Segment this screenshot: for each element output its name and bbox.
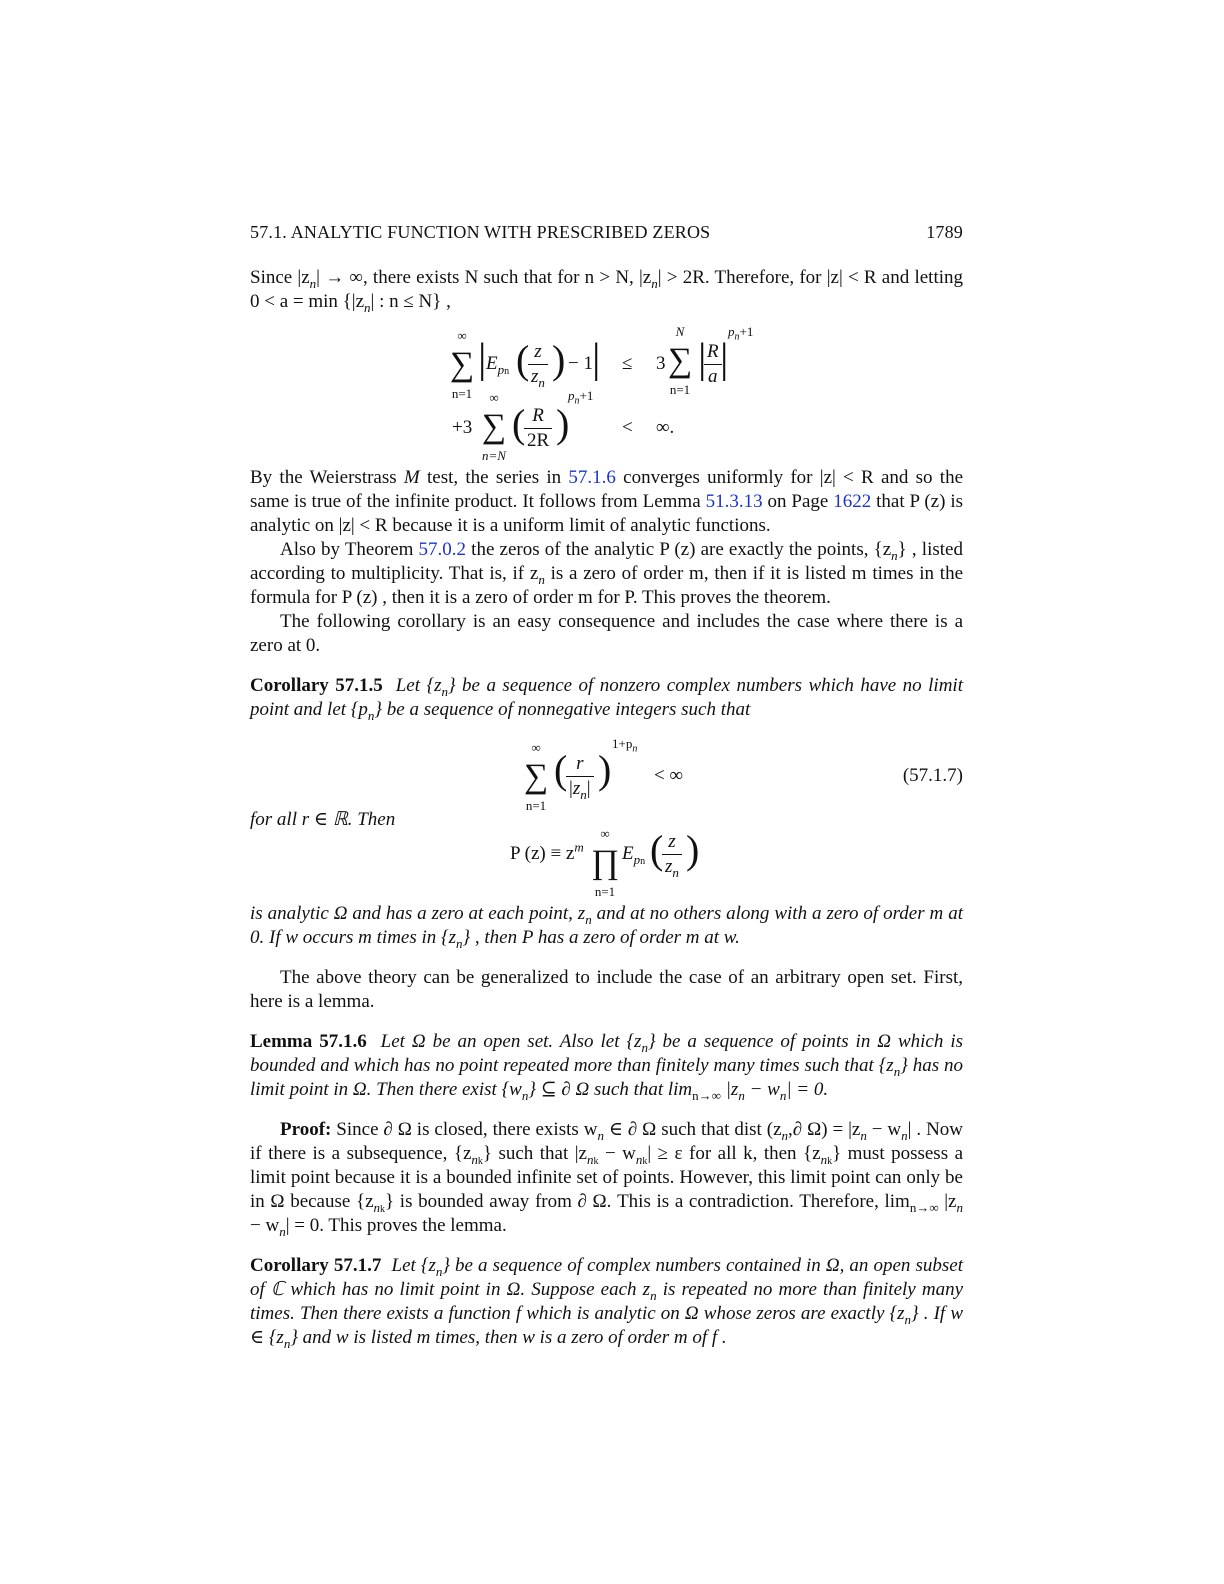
display-equation-57-1-7: ∞ ∑ n=1 ( $\frac{r}{|z_n|}$ ) $1+p_n$ < ∞ (57.1.7): [524, 736, 963, 813]
paragraph-generalization: The above theory can be generalized to include the case of an arbitrary open set. First, here is a lemma.: [250, 967, 963, 1012]
lemma-reference-link[interactable]: 51.3.13: [705, 491, 763, 512]
paragraph-corollary-intro: The following corollary is an easy consequence and includes the case where there is a zero at 0.: [250, 611, 963, 656]
display-equation-product: P $(z) \equiv z^m$ ∞ ∏ n=1 $E_{pn}$ ( $\frac{z}{z_n}$ ): [510, 826, 700, 899]
corollary-57-1-5: Corollary 57.1.5 Let $\{z_n\}$ be a sequence of nonzero complex numbers which have no limit point and let $\{p_n\}$ be a sequence of nonnegative integers such that: [250, 675, 963, 723]
page-number: 1789: [926, 222, 963, 242]
corollary-57-1-7: Corollary 57.1.7 Let $\{z_n\}$ be a sequence of complex numbers contained in Ω, an open subset of ℂ which has no limit point in Ω. Suppose each $z_n$ is repeated no more than finitely many times. Then there exists a function f which is analytic on Ω whose zeros are exactly $\{z_n\}$ . If w ∈ $\{z_n\}$ and w is listed m times, then w is a zero of order m of f .: [250, 1255, 964, 1351]
running-header: [250, 220, 963, 244]
corollary-conclusion: is analytic Ω and has a zero at each point, $z_n$ and at no others along with a zero of order m at 0. If w occurs m times in $\{z_n\}$ , then P has a zero of order m at w.: [250, 903, 963, 951]
display-equation-sum-bound: ∞ ∑ n=1 | $E_{pn}$ ( $\frac{z}{z_n}$ ) − 1 | ≤ 3 N ∑ n=1 | $\frac{R}{a}$ | $p_n+1$ +3 ∞ ∑ n=N ( $\frac{R}{2R}$ ) $p_n+1$ < ∞.: [450, 324, 754, 463]
section-title: 57.1. ANALYTIC FUNCTION WITH PRESCRIBED ZEROS: [250, 222, 711, 242]
paragraph-zeros: Also by Theorem 57.0.2 the zeros of the analytic P (z) are exactly the points, $\{z_n\}$ , listed according to multiplicity. That is, if $z_n$ is a zero of order m, then if it is listed m times in the formula for P (z) , then it is a zero of order m for P. This proves the theorem.: [250, 539, 963, 608]
corollary-label: Corollary 57.1.7: [250, 1255, 382, 1276]
theorem-reference-link[interactable]: 57.0.2: [418, 539, 467, 560]
lemma-label: Lemma 57.1.6: [250, 1031, 367, 1052]
corollary-label: Corollary 57.1.5: [250, 675, 383, 696]
page: [250, 220, 963, 1350]
corollary-for-all-r: for all r ∈ ℝ. Then: [250, 809, 396, 830]
equation-reference-link[interactable]: 57.1.6: [568, 467, 616, 488]
page-reference-link[interactable]: 1622: [833, 491, 872, 512]
paragraph-weierstrass: By the Weierstrass M test, the series in 57.1.6 converges uniformly for |z| < R and so the same is true of the infinite product. It follows from Lemma 51.3.13 on Page 1622 that P (z) is analytic on |z| < R because it is a uniform limit of analytic functions.: [250, 467, 964, 536]
proof-label: Proof:: [280, 1119, 332, 1140]
equation-number: (57.1.7): [902, 765, 963, 786]
lemma-57-1-6: Lemma 57.1.6 Let Ω be an open set. Also let $\{z_n\}$ be a sequence of points in Ω which is bounded and which has no point repeated more than finitely many times such that $\{z_n\}$ has no limit point in Ω. Then there exist $\{w_n\}$ ⊆ ∂ Ω such that $\lim_{n\to\infty} |z_n - w_n| = 0$.: [250, 1031, 963, 1103]
proof-lemma: Proof: Since ∂ Ω is closed, there exists $w_n$ ∈ ∂ Ω such that dist ($z_n,\partial$ $\Omega) = |z_n - w_n|$ . Now if there is a subsequence, $\{z_{nk}\}$ such that $|z_{nk} - w_{nk}| \ge \varepsilon$ for all k, then $\{z_{nk}\}$ must possess a limit point because it is a bounded infinite set of points. However, this limit point can only be in Ω because $\{z_{nk}\}$ is bounded away from ∂ Ω. This is a contradiction. Therefore, $\lim_{n\to\infty} |z_n - w_n| = 0$. This proves the lemma.: [250, 1119, 964, 1239]
paragraph-intro: Since $|z_n|$ → ∞, there exists N such that for n > N, $|z_n| > 2R$. Therefore, for |z| < R and letting $0 < a = \min \{|z_n|$ : n ≤ N} ,: [250, 267, 963, 315]
